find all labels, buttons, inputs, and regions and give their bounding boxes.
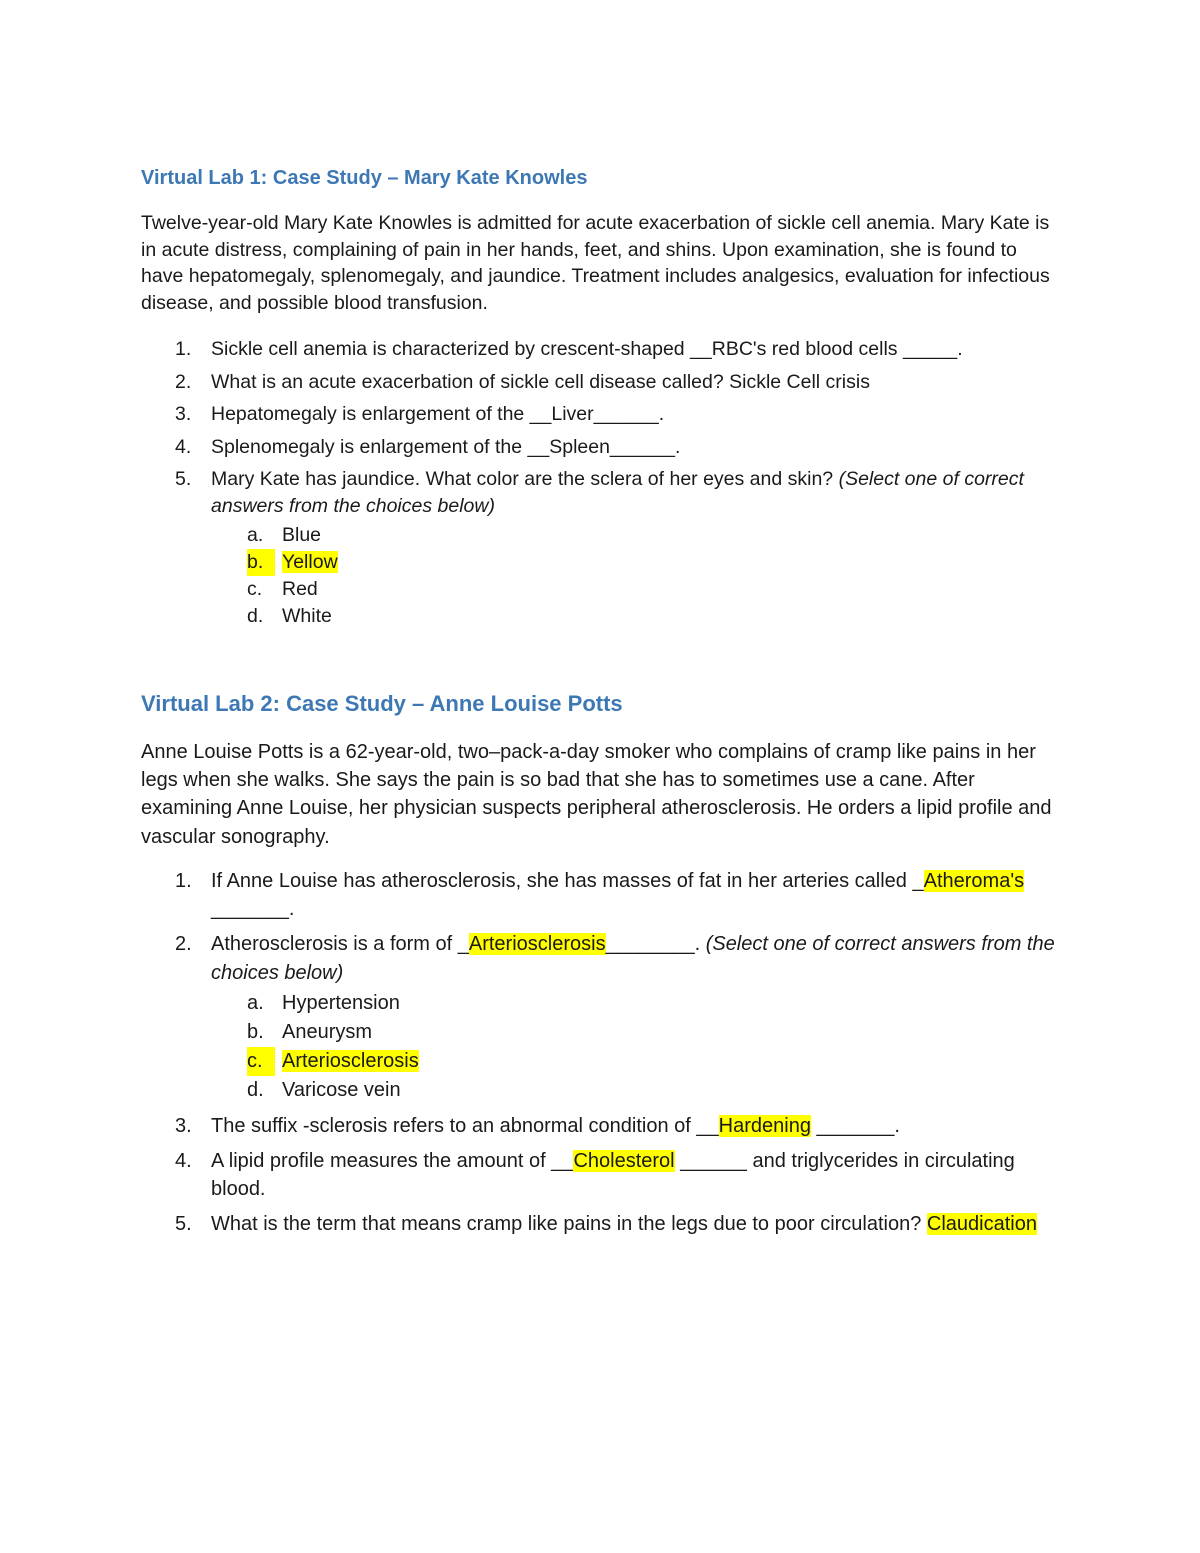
question-text: If Anne Louise has atherosclerosis, she has masses of fat in her arteries called _ xyxy=(211,869,924,892)
question-text: The suffix -sclerosis refers to an abnormal condition of __ xyxy=(211,1114,719,1137)
choice-text: Arteriosclerosis xyxy=(282,1050,419,1073)
question-instruction: (Select one of correct answers from the choices below) xyxy=(211,468,1024,517)
question-text: Hepatomegaly is enlargement of the __Liver______. xyxy=(211,403,665,425)
choice-text: Yellow xyxy=(282,551,338,573)
question-instruction: (Select one of correct answers from the choices below) xyxy=(211,933,1055,984)
choice-item xyxy=(211,989,1061,1018)
question-text: Sickle cell anemia is characterized by crescent-shaped __RBC's red blood cells _____. xyxy=(211,338,963,360)
choice-text: Hypertension xyxy=(282,992,400,1015)
choice-item-selected xyxy=(211,549,1061,576)
question-number: 3. xyxy=(175,403,192,425)
highlighted-answer: Atheroma's xyxy=(923,869,1025,892)
lab1-question-2 xyxy=(141,369,1061,396)
choice-text: Blue xyxy=(282,524,322,546)
choice-item-selected xyxy=(211,1047,1061,1076)
question-text: Atherosclerosis is a form of _ xyxy=(211,933,469,956)
lab1-q5-choices xyxy=(211,522,1061,630)
lab1-question-4 xyxy=(141,434,1061,461)
choice-text: Red xyxy=(282,578,318,600)
choice-letter: d. xyxy=(247,605,264,627)
choice-letter: a. xyxy=(247,992,264,1015)
lab2-question-5 xyxy=(141,1210,1061,1239)
question-text: Splenomegaly is enlargement of the __Spleen______. xyxy=(211,435,681,458)
highlighted-answer: Claudication xyxy=(926,1213,1037,1236)
lab2-q2-choices xyxy=(211,989,1061,1105)
lab1-questions xyxy=(141,336,1061,630)
lab1-question-1 xyxy=(141,336,1061,363)
question-number: 1. xyxy=(175,338,192,360)
lab2-questions xyxy=(141,867,1061,1239)
choice-item xyxy=(211,522,1061,549)
choice-item xyxy=(211,576,1061,603)
question-text-post: _______. xyxy=(810,1114,900,1137)
document-page xyxy=(141,160,1061,1245)
choice-letter: b. xyxy=(247,549,275,576)
lab1-question-3 xyxy=(141,401,1061,428)
question-number: 2. xyxy=(175,933,192,956)
lab2-question-2 xyxy=(141,930,1061,1105)
question-text-post: ______ and triglycerides in circulating blood. xyxy=(211,1149,1015,1201)
choice-item xyxy=(211,1076,1061,1105)
highlighted-answer: Cholesterol xyxy=(573,1149,675,1172)
lab2-question-1 xyxy=(141,867,1061,924)
choice-text: White xyxy=(282,605,332,627)
question-text-post: ________. xyxy=(605,933,706,956)
lab2-intro: Anne Louise Potts is a 62-year-old, two–pack-a-day smoker who complains of cramp like pains in her legs when she walks. She says the pain is so bad that she has to sometimes use a cane. After examining Anne Louise, her physician suspects peripheral atherosclerosis. He orders a lipid profile and vascular sonography. xyxy=(141,741,1052,848)
lab2-section xyxy=(141,686,1061,1239)
question-number: 4. xyxy=(175,435,192,458)
choice-text: Aneurysm xyxy=(282,1021,373,1044)
choice-letter: c. xyxy=(247,578,263,600)
lab1-title: Virtual Lab 1: Case Study – Mary Kate Knowles xyxy=(141,167,588,189)
question-number: 4. xyxy=(175,1149,192,1172)
choice-letter: a. xyxy=(247,524,264,546)
question-number: 2. xyxy=(175,370,192,393)
question-text: What is an acute exacerbation of sickle cell disease called? Sickle Cell crisis xyxy=(211,370,870,393)
choice-item xyxy=(211,603,1061,630)
question-number: 5. xyxy=(175,1213,192,1236)
question-number: 5. xyxy=(175,468,192,490)
choice-text: Varicose vein xyxy=(282,1079,401,1102)
lab2-title: Virtual Lab 2: Case Study – Anne Louise Potts xyxy=(141,691,623,716)
lab1-question-5 xyxy=(141,466,1061,630)
question-text: What is the term that means cramp like pains in the legs due to poor circulation? xyxy=(211,1213,927,1236)
choice-letter: d. xyxy=(247,1079,264,1102)
lab1-intro: Twelve-year-old Mary Kate Knowles is admitted for acute exacerbation of sickle cell anemia. Mary Kate is in acute distress, complaining of pain in her hands, feet, and shins. Upon examination, she is found to have hepatomegaly, splenomegaly, and jaundice. Treatment includes analgesics, evaluation for infectious disease, and possible blood transfusion. xyxy=(141,212,1050,314)
question-text: A lipid profile measures the amount of __ xyxy=(211,1149,574,1172)
lab2-question-4 xyxy=(141,1147,1061,1204)
question-text-post: _______. xyxy=(211,898,295,921)
choice-letter: c. xyxy=(247,1047,275,1076)
highlighted-answer: Arteriosclerosis xyxy=(468,933,606,956)
highlighted-answer: Hardening xyxy=(718,1114,811,1137)
question-text: Mary Kate has jaundice. What color are the sclera of her eyes and skin? xyxy=(211,468,839,490)
question-number: 1. xyxy=(175,869,192,892)
choice-item xyxy=(211,1018,1061,1047)
choice-letter: b. xyxy=(247,1021,264,1044)
question-number: 3. xyxy=(175,1114,192,1137)
lab2-question-3 xyxy=(141,1112,1061,1141)
lab1-section xyxy=(141,160,1061,630)
